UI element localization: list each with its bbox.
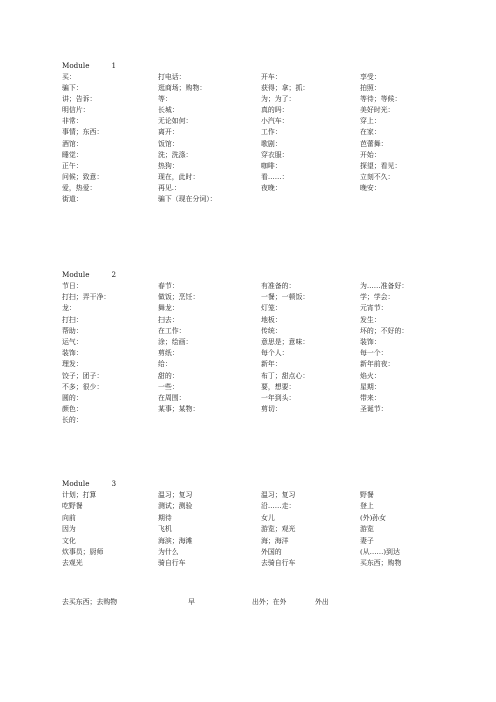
module-1-number: 1 (111, 61, 117, 70)
vocab-entry: 探望；看见： (360, 161, 402, 170)
vocab-row (62, 558, 402, 569)
vocab-entry: 饭馆： (158, 139, 179, 148)
module-3-title (62, 478, 116, 490)
vocab-entry: 买东西；购物 (360, 559, 402, 568)
vocab-entry: 夜晚： (261, 183, 282, 192)
vocab-row (62, 404, 388, 415)
vocab-entry: 酒馆： (62, 139, 83, 148)
vocab-entry: 热狗： (158, 161, 179, 170)
vocab-row (62, 536, 374, 547)
vocab-row (62, 513, 387, 524)
vocab-entry: 星期： (360, 382, 381, 391)
vocab-entry: 一餐；一顿饭： (261, 293, 310, 302)
vocab-row (62, 83, 381, 94)
vocab-entry: 带来： (360, 393, 381, 402)
vocab-row (62, 359, 395, 370)
vocab-entry: 逛商场；购物： (158, 84, 207, 93)
module-1-label: Module (62, 61, 90, 70)
vocab-entry: 装饰： (360, 337, 381, 346)
vocab-entry: 骑自行车 (158, 559, 186, 568)
vocab-entry: 在工作： (158, 326, 186, 335)
vocab-row (62, 116, 381, 127)
vocab-entry: 穿上： (360, 117, 381, 126)
vocab-row (62, 547, 400, 558)
vocab-entry: 在家： (360, 128, 381, 137)
vocab-entry: 不多；很少： (62, 382, 104, 391)
vocab-entry: 早 (188, 598, 195, 606)
vocab-row (62, 371, 381, 382)
vocab-entry: 甜的： (158, 371, 179, 380)
vocab-entry: 运气： (62, 337, 83, 346)
vocab-entry: 登上 (360, 502, 374, 511)
vocab-row (62, 183, 381, 194)
vocab-entry: 看……： (261, 172, 289, 181)
vocab-row (62, 326, 409, 337)
vocab-entry: 装饰： (62, 349, 83, 358)
vocab-entry: 海；海洋 (261, 536, 289, 545)
vocab-entry: 获得；拿；抓： (261, 84, 310, 93)
module-2-section (62, 269, 409, 426)
vocab-entry: 传统： (261, 326, 282, 335)
vocab-entry: 真的吗： (261, 106, 289, 115)
vocab-entry: 妻子 (360, 536, 374, 545)
vocab-entry: 拍照： (360, 84, 381, 93)
vocab-row (62, 303, 388, 314)
vocab-entry: 海滨；海滩 (158, 536, 193, 545)
vocab-entry: 去买东西；去购物 (62, 598, 118, 606)
vocab-row (62, 524, 374, 535)
module-2-rows (62, 281, 409, 426)
vocab-entry: 飞机 (158, 525, 172, 534)
vocab-entry: 有准备的： (261, 282, 296, 290)
vocab-entry: 外国的 (261, 547, 282, 556)
vocab-entry: 再见.： (158, 183, 181, 192)
vocab-row (62, 161, 402, 172)
vocab-entry: 期待 (158, 513, 172, 522)
vocab-row (62, 348, 388, 359)
vocab-entry: 工作： (261, 128, 282, 137)
vocab-entry: 舞龙： (158, 304, 179, 313)
vocab-entry: 圣诞节： (360, 405, 388, 414)
vocab-entry: 颜色： (62, 405, 83, 414)
vocab-entry: 为；为了： (261, 95, 296, 104)
vocab-entry: 布丁；甜点心： (261, 371, 310, 380)
vocab-entry: 女儿 (261, 513, 275, 522)
vocab-entry: 出外；在外 (252, 598, 287, 606)
vocab-entry: 新年： (261, 360, 282, 369)
vocab-entry: 事情；东西： (62, 128, 104, 137)
vocab-entry: 去骑自行车 (261, 559, 296, 568)
vocab-entry: 爱，热爱： (62, 183, 97, 192)
vocab-entry: 立刻不久： (360, 172, 395, 181)
vocab-row (62, 382, 381, 393)
vocab-entry: 学；学会： (360, 293, 395, 302)
vocab-row (62, 281, 409, 292)
vocab-entry: 剪切： (261, 405, 282, 414)
vocab-entry: 现在，此时： (158, 172, 200, 181)
vocab-entry: 开始： (360, 150, 381, 159)
vocab-entry: 骗下（现在分词）： (158, 195, 217, 204)
vocab-entry: 帮助： (62, 326, 83, 335)
vocab-row (62, 139, 388, 150)
vocab-entry: 春节： (158, 282, 179, 290)
vocab-entry: 游览 (360, 525, 374, 534)
vocab-entry: 节日： (62, 282, 83, 290)
vocab-row (62, 315, 381, 326)
vocab-row (62, 415, 116, 426)
vocab-entry: 游览；观光 (261, 525, 296, 534)
vocab-row (62, 292, 395, 303)
vocab-entry: 一年到头： (261, 393, 296, 402)
vocab-entry: 野餐 (360, 491, 374, 499)
vocab-entry: 买： (62, 73, 76, 81)
vocab-entry: 离开： (158, 128, 179, 137)
vocab-entry: 讲；告诉： (62, 95, 97, 104)
vocab-entry: 新年前夜： (360, 360, 395, 369)
vocab-entry: 做饭；烹饪： (158, 293, 200, 302)
vocab-entry: 正午： (62, 161, 83, 170)
vocab-row (62, 172, 395, 183)
vocab-entry: 打扫： (62, 315, 83, 324)
vocab-row (62, 501, 374, 512)
vocab-entry: 炊事员；厨师 (62, 547, 104, 556)
vocab-entry: 沿……走： (261, 502, 296, 511)
vocab-entry: 圆的： (62, 393, 83, 402)
vocab-entry: 为……准备好： (360, 282, 409, 290)
vocab-entry: 每一个： (360, 349, 388, 358)
vocab-entry: 温习；复习 (158, 491, 193, 499)
vocab-entry: (从……)到达 (360, 547, 400, 556)
vocab-entry: 无论如何： (158, 117, 193, 126)
vocab-row (62, 194, 217, 205)
vocab-entry: 为什么 (158, 547, 179, 556)
vocab-entry: 要，想要： (261, 382, 296, 391)
module-2-label: Module (62, 270, 90, 279)
vocab-entry: 扫去： (158, 315, 179, 324)
module-3-number: 3 (111, 479, 117, 488)
vocab-entry: 灯笼： (261, 304, 282, 313)
vocab-row (62, 150, 381, 161)
vocab-entry: 穿衣服： (261, 150, 289, 159)
module-2-title (62, 269, 116, 281)
vocab-entry: 焰火： (360, 371, 381, 380)
vocab-entry: 发生： (360, 315, 381, 324)
module-1-title (62, 60, 116, 72)
module-3-section (62, 478, 402, 570)
vocab-entry: 吃野餐 (62, 502, 83, 511)
vocab-entry: 骗下： (62, 84, 83, 93)
vocab-entry: 开车： (261, 73, 282, 81)
vocab-entry: 街道： (62, 195, 83, 204)
vocab-entry: 一些： (158, 382, 179, 391)
vocab-entry: 外出 (315, 598, 329, 606)
vocab-entry: 长的： (62, 416, 83, 425)
vocab-entry: 享受： (360, 73, 381, 81)
vocab-entry: 温习；复习 (261, 491, 296, 499)
vocab-entry: 涂；绘画： (158, 337, 193, 346)
vocab-entry: 文化 (62, 536, 76, 545)
vocab-entry: 等待；等候： (360, 95, 402, 104)
vocab-entry: 打扫；弄干净： (62, 293, 111, 302)
vocab-entry: 打电话： (158, 73, 186, 81)
vocab-row (62, 105, 395, 116)
vocab-entry: 测试；测验 (158, 502, 193, 511)
vocab-entry: 饺子；团子： (62, 371, 104, 380)
vocab-entry: 给： (158, 360, 172, 369)
vocab-entry: 向前 (62, 513, 76, 522)
vocab-row (62, 337, 381, 348)
vocab-entry: 每个人： (261, 349, 289, 358)
vocab-entry: 歌剧： (261, 139, 282, 148)
module-3-label: Module (62, 479, 90, 488)
vocab-entry: 剪纸： (158, 349, 179, 358)
vocab-entry: 在周围： (158, 393, 186, 402)
vocab-entry: 小汽车： (261, 117, 289, 126)
vocab-entry: 龙： (62, 304, 76, 313)
vocab-entry: 因为 (62, 525, 76, 534)
vocab-entry: 美好时光： (360, 106, 395, 115)
vocab-entry: 理发： (62, 360, 83, 369)
vocab-entry: 长城： (158, 106, 179, 115)
vocab-row (62, 393, 381, 404)
vocab-entry: 睡觉： (62, 150, 83, 159)
vocab-entry: 去观光 (62, 559, 83, 568)
vocab-entry: 非常： (62, 117, 83, 126)
vocab-entry: 地板： (261, 315, 282, 324)
vocab-entry: 计划；打算 (62, 491, 97, 499)
vocab-entry: 洗；洗涤： (158, 150, 193, 159)
module-1-section (62, 60, 402, 205)
vocab-entry: 晚安： (360, 183, 381, 192)
vocab-entry: 问候；致意： (62, 172, 104, 181)
module-2-number: 2 (111, 270, 117, 279)
vocab-entry: (外)孙女 (360, 513, 387, 522)
vocab-entry: 坏的；不好的： (360, 326, 409, 335)
vocab-row (62, 490, 374, 501)
vocab-entry: 某事；某物： (158, 405, 200, 414)
module-1-rows (62, 72, 402, 205)
module-3-rows (62, 490, 402, 570)
vocab-entry: 明信片： (62, 106, 90, 115)
vocab-row (62, 94, 402, 105)
vocab-row (62, 127, 381, 138)
vocab-entry: 意思是；意味： (261, 337, 310, 346)
vocab-entry: 芭蕾舞： (360, 139, 388, 148)
vocab-entry: 咖啡： (261, 161, 282, 170)
vocab-entry: 等： (158, 95, 172, 104)
vocab-entry: 元宵节： (360, 304, 388, 313)
vocab-row (62, 72, 381, 83)
